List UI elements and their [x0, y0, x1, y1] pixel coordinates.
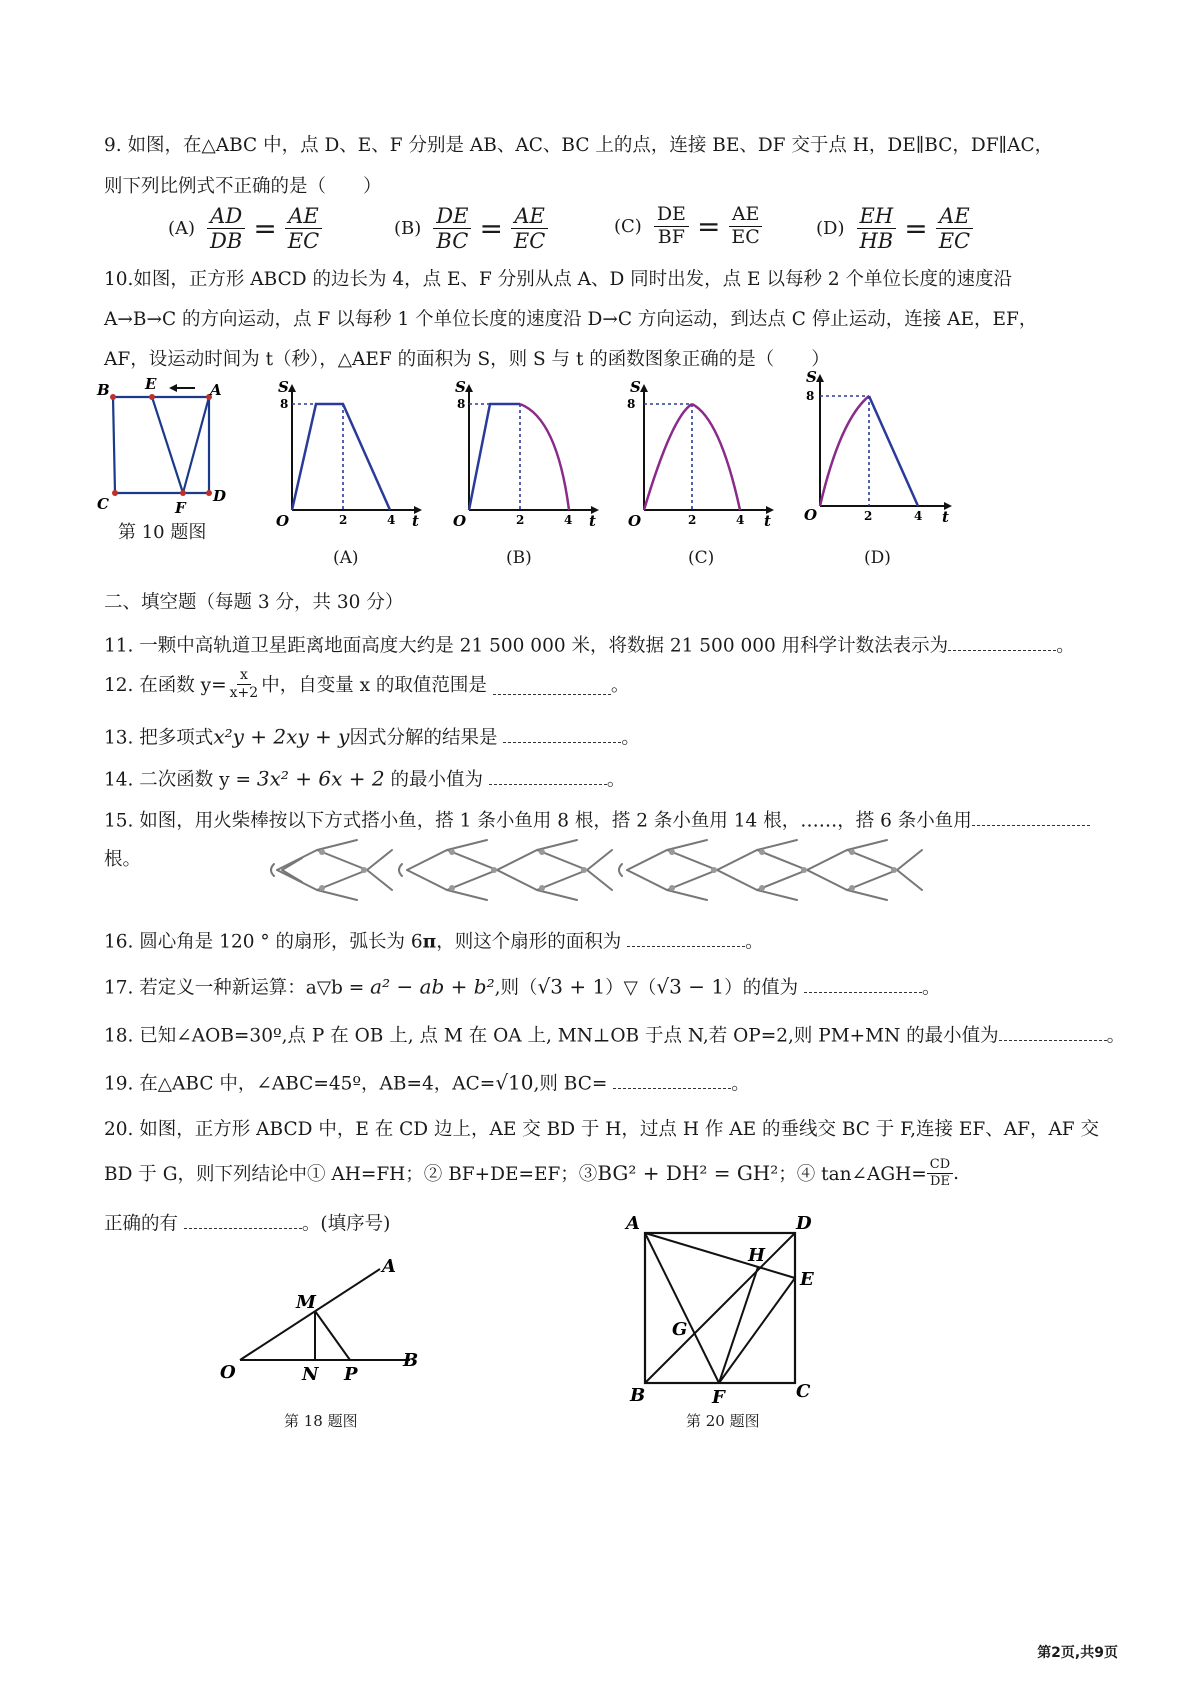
fraction: $\frac{AD}{DB}$	[207, 205, 245, 252]
q10-graph-a[interactable]	[268, 378, 428, 533]
fraction: $\frac{AE}{EC}$	[511, 205, 548, 252]
equals-sign: =	[904, 212, 928, 246]
answer-blank[interactable]	[804, 972, 922, 993]
answer-blank[interactable]	[184, 1208, 302, 1229]
fraction: $\frac{AE}{EC}$	[285, 205, 322, 252]
origin-label: O	[276, 512, 290, 530]
q10-graph-a-label: (A)	[333, 548, 359, 568]
answer-blank[interactable]	[613, 1068, 731, 1089]
q13-text: 13. 把多项式x²y + 2xy + y因式分解的结果是 。	[104, 722, 640, 749]
q9-text-line2: 则下列比例式不正确的是（ ）	[104, 176, 382, 197]
q18-text: 18. 已知∠AOB=30º,点 P 在 OB 上, 点 M 在 OA 上, MN⊥OB 于点 N,若 OP=2,则 PM+MN 的最小值为 。	[104, 1020, 1125, 1047]
label-c: C	[796, 1381, 811, 1402]
label-m: M	[296, 1292, 316, 1313]
y-tick-8: 8	[806, 389, 815, 403]
label-e: E	[145, 375, 157, 393]
fraction: $\frac{EH}{HB}$	[856, 205, 896, 252]
q19-text: 19. 在△ABC 中，∠ABC=45º，AB=4，AC=√10,则 BC= 。	[104, 1068, 750, 1095]
q9-text-line1: 9. 如图，在△ABC 中，点 D、E、F 分别是 AB、AC、BC 上的点，连接 BE、DF 交于点 H，DE∥BC，DF∥AC，	[104, 135, 1054, 156]
label-f: F	[712, 1387, 725, 1405]
x-tick-2: 2	[864, 509, 873, 523]
q10-figure-caption: 第 10 题图	[118, 522, 207, 543]
fraction: $\frac{CD}{DE}$	[927, 1158, 953, 1188]
q15-text-line2: 根。	[104, 849, 142, 870]
q10-graph-b[interactable]	[445, 378, 605, 533]
q10-text-line1: 10.如图，正方形 ABCD 的边长为 4，点 E、F 分别从点 A、D 同时出发，点 E 以每秒 2 个单位长度的速度沿	[104, 269, 1012, 290]
label-b: B	[630, 1385, 646, 1405]
axis-x-label: t	[764, 512, 771, 530]
page-number: 第2页,共9页	[1037, 1645, 1118, 1661]
label-a: A	[382, 1256, 396, 1277]
answer-blank[interactable]	[503, 722, 621, 743]
q18-figure-caption: 第 18 题图	[284, 1412, 358, 1430]
x-tick-4: 4	[914, 509, 923, 523]
fraction: $\frac{AE}{EC}$	[936, 205, 973, 252]
answer-blank[interactable]	[972, 805, 1090, 826]
axis-x-label: t	[589, 512, 596, 530]
q10-square-figure	[95, 375, 245, 520]
x-tick-4: 4	[387, 513, 396, 527]
q10-text-line2: A→B→C 的方向运动，点 F 以每秒 1 个单位长度的速度沿 D→C 方向运动，到达点 C 停止运动，连接 AE，EF，	[104, 309, 1038, 330]
label-p: P	[344, 1364, 358, 1385]
label-o: O	[220, 1362, 236, 1383]
label-b: B	[403, 1350, 419, 1371]
q20-text-line1: 20. 如图，正方形 ABCD 中，E 在 CD 边上，AE 交 BD 于 H，过点 H 作 AE 的垂线交 BC 于 F,连接 EF、AF，AF 交	[104, 1119, 1100, 1140]
label-d: D	[213, 487, 227, 505]
label-a: A	[626, 1213, 640, 1234]
axis-x-label: t	[942, 508, 949, 526]
label-g: G	[672, 1319, 688, 1340]
q10-graph-c[interactable]	[620, 378, 780, 533]
y-tick-8: 8	[627, 397, 636, 411]
q9-option-c[interactable]	[614, 205, 763, 248]
answer-blank[interactable]	[489, 764, 607, 785]
q16-text: 16. 圆心角是 120 ° 的扇形，弧长为 6π，则这个扇形的面积为 。	[104, 926, 764, 953]
equals-sign: =	[253, 212, 277, 246]
answer-blank[interactable]	[493, 674, 611, 695]
axis-y-label: S	[806, 368, 817, 386]
q10-graph-b-label: (B)	[506, 548, 532, 568]
q9-option-b[interactable]	[394, 205, 548, 252]
axis-y-label: S	[278, 378, 289, 396]
q17-text: 17. 若定义一种新运算：a▽b = a² − ab + b²,则（√3 + 1）▽（√3 − 1）的值为 。	[104, 972, 941, 999]
label-d: D	[796, 1213, 812, 1234]
axis-x-label: t	[412, 512, 419, 530]
label-e: E	[800, 1269, 814, 1290]
q9-option-a[interactable]	[168, 205, 322, 252]
fraction: $\frac{AE}{EC}$	[728, 205, 762, 248]
origin-label: O	[628, 512, 642, 530]
answer-blank[interactable]	[948, 630, 1056, 651]
fraction: $\frac{x}{x+2}$	[229, 667, 259, 701]
origin-label: O	[453, 512, 467, 530]
x-tick-2: 2	[516, 513, 525, 527]
q10-graph-d[interactable]	[796, 368, 961, 528]
equals-sign: =	[479, 212, 503, 246]
label-b: B	[97, 381, 110, 399]
q20-figure-caption: 第 20 题图	[686, 1412, 760, 1430]
label-c: C	[97, 495, 109, 513]
q12-text: 12. 在函数 y= $\frac{x}{x+2}$ 中，自变量 x 的取值范围是 。	[104, 667, 630, 701]
option-label: (B)	[394, 218, 422, 240]
q15-matchstick-fish-figure	[262, 830, 1012, 915]
q14-text: 14. 二次函数 y = 3x² + 6x + 2 的最小值为 。	[104, 764, 625, 791]
q18-figure	[210, 1250, 440, 1390]
q20-text-line2: BD 于 G，则下列结论中① AH=FH；② BF+DE=EF；③ BG² + DH² = GH² ；④ tan∠AGH= $\frac{CD}{DE}$ .	[104, 1157, 960, 1189]
label-n: N	[302, 1364, 319, 1385]
q20-figure	[620, 1205, 830, 1405]
y-tick-8: 8	[457, 397, 466, 411]
option-label: (C)	[614, 215, 642, 237]
q10-graph-c-label: (C)	[688, 548, 715, 568]
q11-text: 11. 一颗中高轨道卫星距离地面高度大约是 21 500 000 米，将数据 21 500 000 用科学计数法表示为 。	[104, 630, 1075, 657]
answer-blank[interactable]	[999, 1020, 1107, 1041]
origin-label: O	[804, 506, 818, 524]
axis-y-label: S	[630, 378, 641, 396]
label-a: A	[210, 381, 222, 399]
q10-graph-d-label: (D)	[864, 548, 891, 568]
q10-text-line3: AF，设运动时间为 t（秒），△AEF 的面积为 S，则 S 与 t 的函数图象正确的是（ ）	[104, 349, 830, 370]
section-2-title: 二、填空题（每题 3 分，共 30 分）	[104, 592, 404, 613]
y-tick-8: 8	[280, 397, 289, 411]
fraction: $\frac{DE}{BC}$	[433, 205, 471, 252]
x-tick-4: 4	[564, 513, 573, 527]
x-tick-4: 4	[736, 513, 745, 527]
option-label: (D)	[816, 218, 845, 240]
fraction: $\frac{DE}{BF}$	[654, 205, 689, 248]
q15-text-line1: 15. 如图，用火柴棒按以下方式搭小鱼，搭 1 条小鱼用 8 根，搭 2 条小鱼用 14 根，……，搭 6 条小鱼用	[104, 805, 1090, 832]
equals-sign: =	[696, 209, 721, 243]
q9-option-d[interactable]	[816, 205, 973, 252]
x-tick-2: 2	[688, 513, 697, 527]
option-label: (A)	[168, 218, 196, 240]
q20-text-line3: 正确的有 。(填序号)	[104, 1208, 390, 1235]
label-h: H	[748, 1245, 766, 1266]
label-f: F	[175, 499, 186, 517]
x-tick-2: 2	[339, 513, 348, 527]
axis-y-label: S	[455, 378, 466, 396]
answer-blank[interactable]	[627, 926, 745, 947]
